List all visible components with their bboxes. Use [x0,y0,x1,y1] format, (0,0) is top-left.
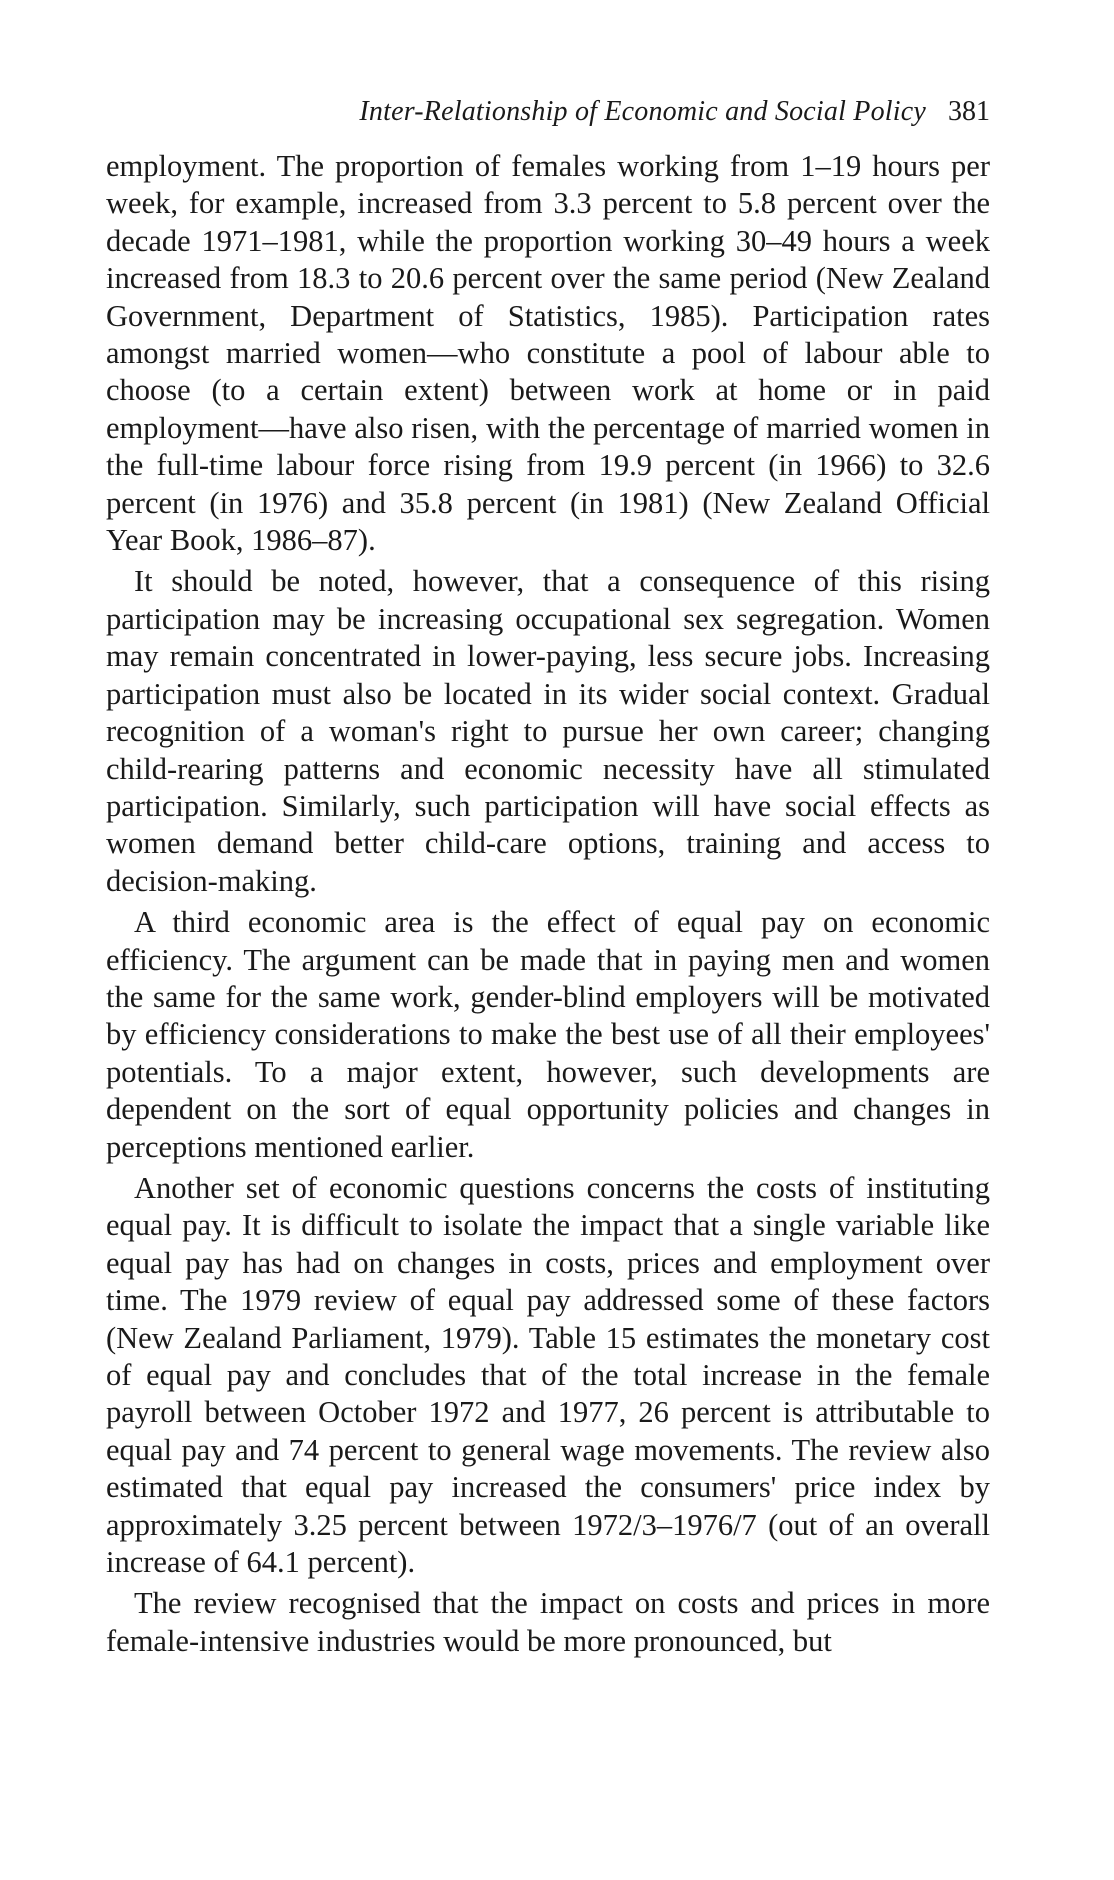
paragraph-4: Another set of economic questions concerns the costs of instituting equal pay. It is difficult to isolate the impact that a single variable like equal pay has had on changes in costs, prices and employment over time. The 1979 review of equal pay addressed some of these factors (New Zealand Parliament, 1979). Table 15 estimates the monetary cost of equal pay and concludes that of the total increase in the female payroll between October 1972 and 1977, 26 percent is attributable to equal pay and 74 percent to general wage movements. The review also estimated that equal pay increased the consumers' price index by approximately 3.25 percent between 1972/3–1976/7 (out of an overall increase of 64.1 percent). [106,1170,990,1580]
body-text [106,148,990,1660]
running-header [106,96,990,140]
paragraph-1: employment. The proportion of females working from 1–19 hours per week, for example, increased from 3.3 percent to 5.8 percent over the decade 1971–1981, while the proportion working 30–49 hours a week increased from 18.3 to 20.6 percent over the same period (New Zealand Government, Department of Statistics, 1985). Participation rates amongst married women—who constitute a pool of labour able to choose (to a certain extent) between work at home or in paid employment—have also risen, with the percentage of married women in the full-time labour force rising from 19.9 percent (in 1966) to 32.6 percent (in 1976) and 35.8 percent (in 1981) (New Zealand Official Year Book, 1986–87). [106,149,990,558]
paragraph-5: The review recognised that the impact on costs and prices in more female-intensive industries would be more pronounced, but [106,1586,990,1658]
running-title: Inter-Relationship of Economic and Social Policy [359,96,926,127]
paragraph-3: A third economic area is the effect of equal pay on economic efficiency. The argument can be made that in paying men and women the same for the same work, gender-blind employers will be motivated by efficiency considerations to make the best use of all their employees' potentials. To a major extent, however, such developments are dependent on the sort of equal opportunity policies and changes in perceptions mentioned earlier. [106,905,990,1164]
paragraph-2: It should be noted, however, that a consequence of this rising participation may be increasing occupational sex segregation. Women may remain concentrated in lower-paying, less secure jobs. Increasing participation must also be located in its wider social context. Gradual recognition of a woman's right to pursue her own career; changing child-rearing patterns and economic necessity have all stimulated participation. Similarly, such participation will have social effects as women demand better child-care options, training and access to decision-making. [106,564,990,898]
page-number: 381 [948,96,990,127]
book-page [106,96,990,1660]
